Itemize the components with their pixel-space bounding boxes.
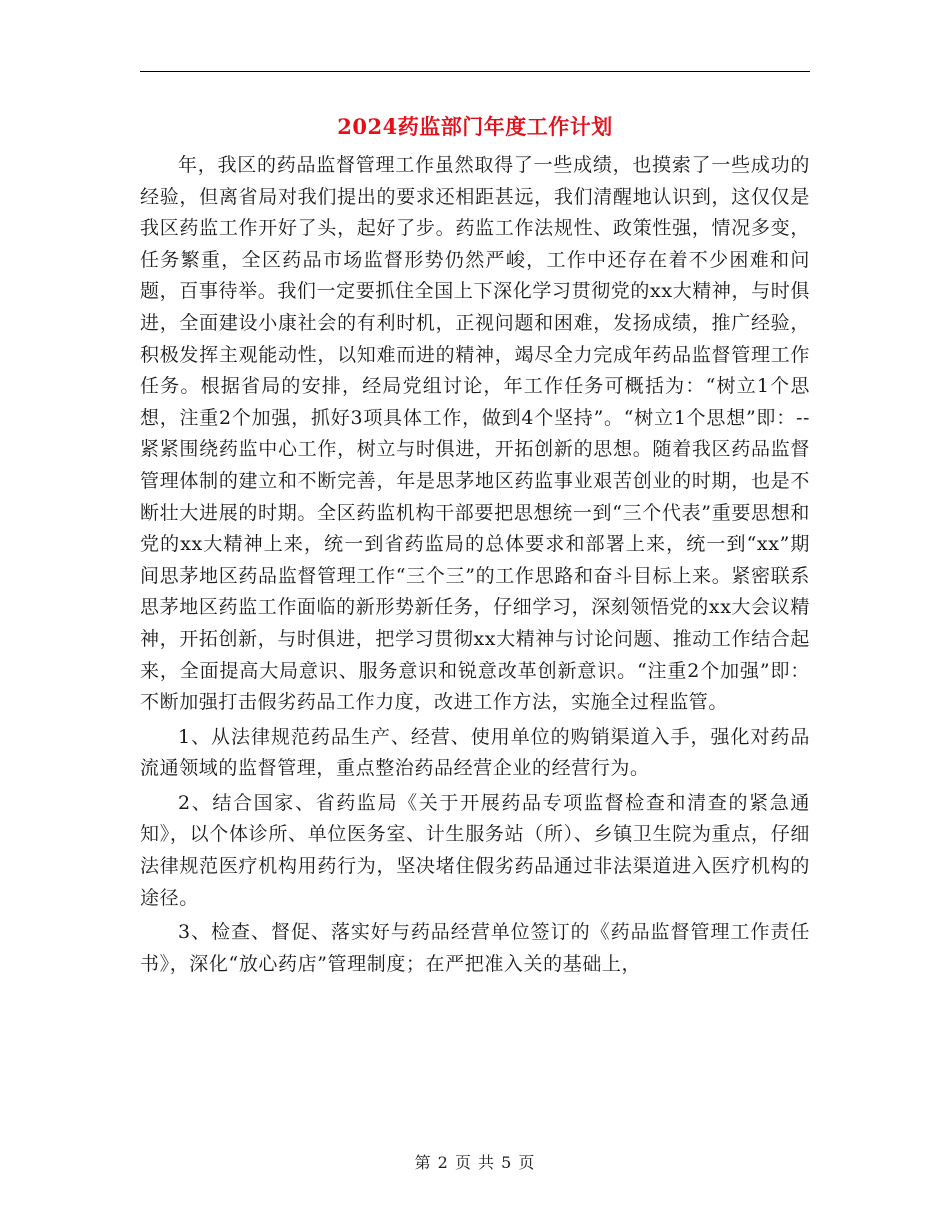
paragraph-item-3: 3、检查、督促、落实好与药品经营单位签订的《药品监督管理工作责任书》，深化“放心药店”管理制度；在严把准入关的基础上， [140,921,810,975]
header-rule [140,71,810,72]
document-title: 2024药监部门年度工作计划 [337,114,613,139]
page-footer: 第 2 页 共 5 页 [414,1153,536,1172]
document-body [140,150,810,983]
paragraph-item-1: 1、从法律规范药品生产、经营、使用单位的购销渠道入手，强化对药品流通领域的监督管理，重点整治药品经营企业的经营行为。 [140,725,810,780]
paragraph-item-2: 2、结合国家、省药监局《关于开展药品专项监督检查和清查的紧急通知》，以个体诊所、单位医务室、计生服务站（所）、乡镇卫生院为重点，仔细法律规范医疗机构用药行为，坚决堵住假劣药品通过非法渠道进入医疗机构的途径。 [140,791,810,909]
paragraph-intro: 年，我区的药品监督管理工作虽然取得了一些成绩，也摸索了一些成功的经验，但离省局对我们提出的要求还相距甚远，我们清醒地认识到，这仅仅是我区药监工作开好了头，起好了步。药监工作法规性、政策性强，情况多变，任务繁重，全区药品市场监督形势仍然严峻，工作中还存在着不少困难和问题，百事待举。我们一定要抓住全国上下深化学习贯彻党的xx大精神，与时俱进，全面建设小康社会的有利时机，正视问题和困难，发扬成绩，推广经验，积极发挥主观能动性，以知难而进的精神，竭尽全力完成年药品监督管理工作任务。根据省局的安排，经局党组讨论，年工作任务可概括为：“树立1个思想，注重2个加强，抓好3项具体工作，做到4个坚持”。“树立1个思想”即：--紧紧围绕药监中心工作，树立与时俱进，开拓创新的思想。随着我区药品监督管理体制的建立和不断完善，年是思茅地区药监事业艰苦创业的时期，也是不断壮大进展的时期。全区药监机构干部要把思想统一到“三个代表”重要思想和党的xx大精神上来，统一到省药监局的总体要求和部署上来，统一到“xx”期间思茅地区药品监督管理工作“三个三”的工作思路和奋斗目标上来。紧密联系思茅地区药监工作面临的新形势新任务，仔细学习，深刻领悟党的xx大会议精神，开拓创新，与时俱进，把学习贯彻xx大精神与讨论问题、推动工作结合起来，全面提高大局意识、服务意识和锐意改革创新意识。“注重2个加强”即：不断加强打击假劣药品工作力度，改进工作方法，实施全过程监管。 [140,154,810,714]
